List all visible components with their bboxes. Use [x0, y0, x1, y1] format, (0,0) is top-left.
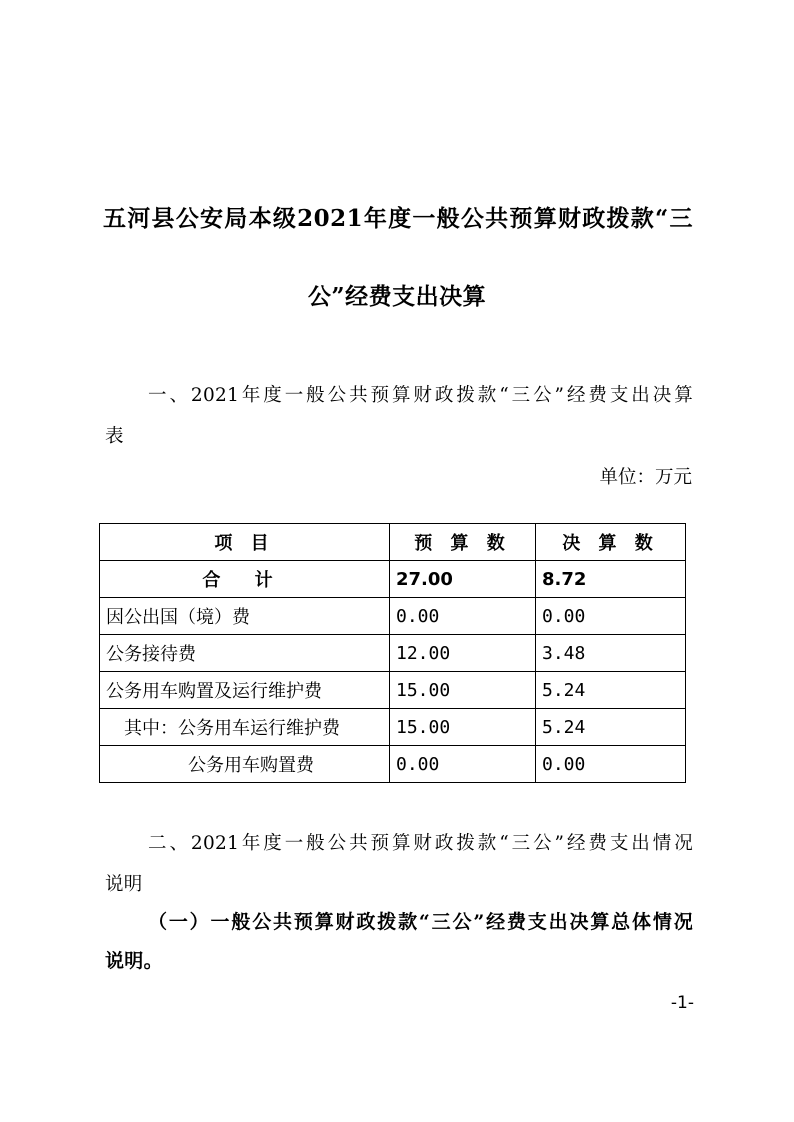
table-row — [100, 672, 686, 709]
three-public-expenses-table — [99, 523, 686, 783]
section-1-heading-continued: 表 — [105, 426, 124, 447]
section-2-heading-continued: 说明 — [105, 874, 143, 895]
row-final: 0.00 — [536, 746, 686, 783]
row-final: 5.24 — [536, 709, 686, 746]
row-budget: 15.00 — [390, 672, 536, 709]
subsection-1-heading-continued: 说明。 — [105, 950, 163, 972]
page-number: -1- — [670, 993, 694, 1013]
section-2-heading: 二、2021年度一般公共预算财政拨款“三公”经费支出情况 — [148, 833, 693, 854]
row-label: 公务用车购置费 — [100, 746, 390, 783]
row-label: 公务用车购置及运行维护费 — [100, 672, 390, 709]
total-budget: 27.00 — [390, 561, 536, 598]
column-header-item: 项 目 — [100, 524, 390, 561]
column-header-budget: 预 算 数 — [390, 524, 536, 561]
table-row — [100, 635, 686, 672]
section-1-heading: 一、2021年度一般公共预算财政拨款“三公”经费支出决算 — [148, 385, 693, 406]
row-budget: 15.00 — [390, 709, 536, 746]
table-row — [100, 709, 686, 746]
row-final: 5.24 — [536, 672, 686, 709]
row-budget: 0.00 — [390, 746, 536, 783]
table-row — [100, 746, 686, 783]
total-final: 8.72 — [536, 561, 686, 598]
unit-label: 单位：万元 — [599, 467, 692, 488]
row-budget: 0.00 — [390, 598, 536, 635]
subsection-1-heading: （一）一般公共预算财政拨款“三公”经费支出决算总体情况 — [148, 911, 693, 933]
row-label: 因公出国（境）费 — [100, 598, 390, 635]
document-title-line-2: 公”经费支出决算 — [307, 283, 487, 310]
row-budget: 12.00 — [390, 635, 536, 672]
total-label: 合 计 — [100, 561, 390, 598]
row-final: 0.00 — [536, 598, 686, 635]
row-label: 公务接待费 — [100, 635, 390, 672]
table-header-row — [100, 524, 686, 561]
row-final: 3.48 — [536, 635, 686, 672]
table-total-row — [100, 561, 686, 598]
row-label: 其中：公务用车运行维护费 — [100, 709, 390, 746]
table-row — [100, 598, 686, 635]
column-header-final: 决 算 数 — [536, 524, 686, 561]
document-title-line-1: 五河县公安局本级2021年度一般公共预算财政拨款“三 — [103, 205, 693, 232]
